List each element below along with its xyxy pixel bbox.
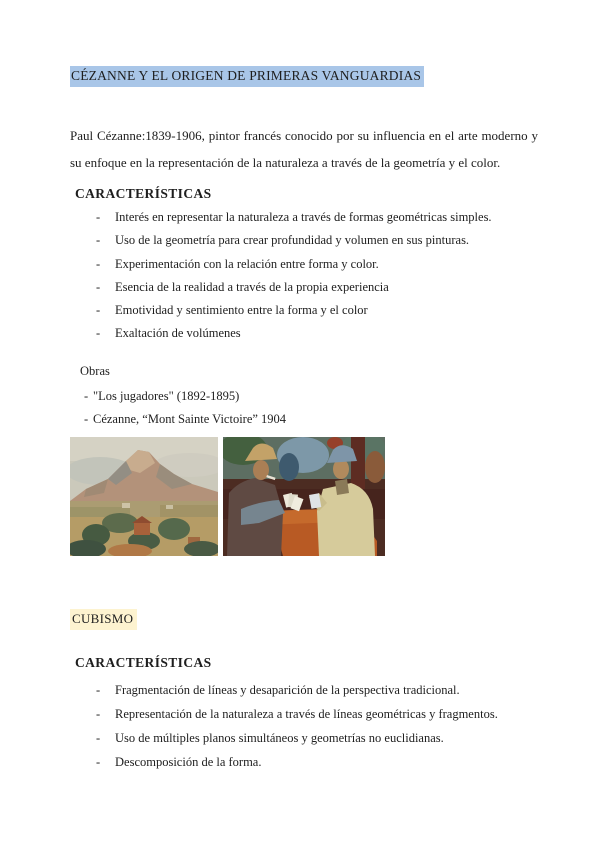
bullet-dash: - — [96, 210, 101, 224]
paintings-row — [70, 437, 385, 556]
list-item-text: Exaltación de volúmenes — [115, 326, 241, 341]
mont-sainte-victoire-image — [70, 437, 218, 556]
bullet-dash: - — [96, 279, 101, 294]
bullet-dash: - — [96, 326, 101, 341]
list-item-text: Cézanne, “Mont Sainte Victoire” 1904 — [93, 411, 287, 426]
list-item — [96, 678, 498, 702]
list-item-text: Representación de la naturaleza a través de líneas geométricas y fragmentos. — [115, 707, 498, 722]
list-item — [96, 702, 498, 726]
bullet-dash: - — [96, 303, 101, 318]
intro-paragraph: Paul Cézanne:1839-1906, pintor francés conocido por su influencia en el arte moderno y su enfoque en la representación de la naturaleza a través de la geometría y el color. — [70, 128, 538, 170]
list-item — [96, 206, 492, 229]
obras-heading: Obras — [80, 364, 110, 378]
list-item-text: Esencia de la realidad a través de la propia experiencia — [115, 279, 389, 294]
list-item — [96, 276, 492, 299]
list-item — [96, 253, 492, 276]
bullet-dash: - — [96, 233, 101, 248]
list-item — [96, 322, 492, 345]
bullet-dash: - — [84, 411, 89, 426]
cubismo-characteristics-heading: CARACTERÍSTICAS — [75, 655, 212, 670]
card-players-image — [223, 437, 385, 556]
bullet-dash: - — [96, 731, 101, 746]
page-title — [70, 66, 424, 87]
list-item — [96, 229, 492, 252]
list-item-text: Uso de múltiples planos simultáneos y geometrías no euclidianas. — [115, 731, 444, 746]
list-item — [96, 750, 498, 774]
list-item-text: "Los jugadores" (1892-1895) — [93, 389, 240, 403]
list-item — [84, 408, 286, 431]
cubismo-heading-text: CUBISMO — [70, 609, 137, 630]
bullet-dash: - — [96, 683, 101, 697]
cezanne-characteristics-heading: CARACTERÍSTICAS — [75, 186, 212, 201]
bullet-dash: - — [96, 707, 101, 722]
bullet-dash: - — [96, 755, 101, 770]
cubismo-heading — [70, 609, 137, 630]
bullet-dash: - — [84, 389, 89, 403]
list-item — [96, 299, 492, 322]
obras-list — [84, 385, 286, 430]
list-item — [84, 385, 286, 408]
cezanne-characteristics-list — [96, 206, 492, 346]
bullet-dash: - — [96, 256, 101, 271]
list-item-text: Fragmentación de líneas y desaparición de la perspectiva tradicional. — [115, 683, 460, 697]
list-item — [96, 726, 498, 750]
list-item-text: Uso de la geometría para crear profundidad y volumen en sus pinturas. — [115, 233, 470, 248]
list-item-text: Descomposición de la forma. — [115, 755, 262, 770]
list-item-text: Emotividad y sentimiento entre la forma y el color — [115, 303, 368, 318]
page-title-text: CÉZANNE Y EL ORIGEN DE PRIMERAS VANGUARDIAS — [70, 66, 424, 87]
cubismo-characteristics-list — [96, 678, 498, 774]
list-item-text: Experimentación con la relación entre forma y color. — [115, 256, 379, 271]
list-item-text: Interés en representar la naturaleza a través de formas geométricas simples. — [115, 210, 492, 224]
